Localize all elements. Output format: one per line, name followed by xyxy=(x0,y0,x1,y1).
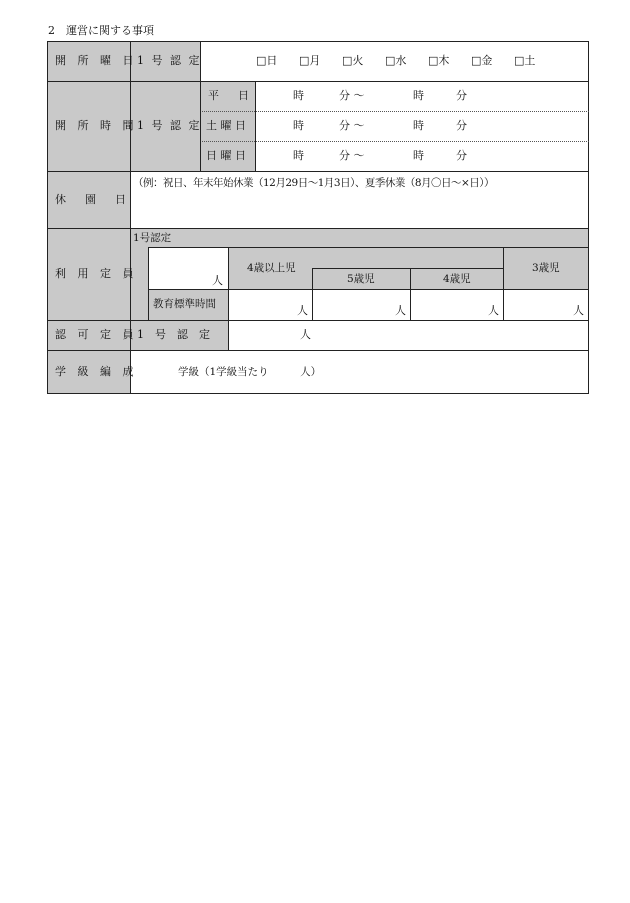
hline-cap-2 xyxy=(312,268,504,269)
capacity-age4-unit: 人 xyxy=(488,304,499,317)
hours-row-sunday-m1: 分 〜 xyxy=(339,149,365,162)
hours-row-weekday-m1: 分 〜 xyxy=(339,89,365,102)
vline-sub xyxy=(255,81,256,171)
section-title: 2 運営に関する事項 xyxy=(48,24,154,37)
day-checkbox-sat[interactable]: □土 xyxy=(514,54,536,67)
hline-hours-2 xyxy=(200,141,589,142)
vline-cap-c xyxy=(410,268,411,320)
hours-row-sunday-h2: 時 xyxy=(413,149,424,162)
holidays-label: 休 園 日 xyxy=(55,193,130,206)
vline-cap-d xyxy=(503,247,504,320)
capacity-age3-header: 3歳児 xyxy=(532,262,560,274)
approved-unit: 人 xyxy=(300,328,311,341)
hours-row-saturday-m1: 分 〜 xyxy=(339,119,365,132)
capacity-total-unit: 人 xyxy=(212,274,223,287)
hline-hours-1 xyxy=(200,111,589,112)
vline-cap-b xyxy=(312,268,313,320)
hours-row-weekday-h2: 時 xyxy=(413,89,424,102)
capacity-edu-total-unit: 人 xyxy=(297,304,308,317)
hline-4 xyxy=(47,320,589,321)
hours-row-saturday-h2: 時 xyxy=(413,119,424,132)
hours-row-weekday-h1: 時 xyxy=(293,89,304,102)
capacity-age5-header: 5歳児 xyxy=(347,273,375,285)
hours-row-weekday-m2: 分 xyxy=(456,89,467,102)
hours-row-saturday-label: 土 曜 日 xyxy=(206,119,246,132)
capacity-cert-label: 1号認定 xyxy=(133,232,172,244)
capacity-age5-unit: 人 xyxy=(395,304,406,317)
hline-2 xyxy=(47,171,589,172)
capacity-age4-header: 4歳児 xyxy=(443,273,471,285)
capacity-label: 利 用 定 員 xyxy=(55,267,138,280)
day-checkbox-tue[interactable]: □火 xyxy=(342,54,364,67)
vline-cap-strip xyxy=(148,247,149,320)
hours-row-sunday-m2: 分 xyxy=(456,149,467,162)
hline-cap-1 xyxy=(148,247,589,248)
hline-5 xyxy=(47,350,589,351)
open-days-cert: 1 号 認 定 xyxy=(137,54,202,67)
day-checkbox-sun[interactable]: □日 xyxy=(256,54,278,67)
open-days-label: 開 所 曜 日 xyxy=(55,54,138,67)
hours-row-sunday-label: 日 曜 日 xyxy=(206,149,246,162)
hours-row-saturday-m2: 分 xyxy=(456,119,467,132)
approved-label: 認 可 定 員 xyxy=(55,328,138,341)
hline-3 xyxy=(47,228,589,229)
hline-1 xyxy=(47,81,589,82)
capacity-age3-unit: 人 xyxy=(573,304,584,317)
approved-cert: 1 号 認 定 xyxy=(137,328,210,341)
classes-text[interactable]: 学級（1学級当たり 人） xyxy=(178,366,322,378)
holidays-example[interactable]: （例：祝日、年末年始休業（12月29日〜1月3日）、夏季休業（8月〇日〜×日）） xyxy=(133,177,495,189)
hours-row-weekday-label: 平 日 xyxy=(208,89,253,102)
day-checkbox-thu[interactable]: □木 xyxy=(428,54,450,67)
hours-row-saturday-h1: 時 xyxy=(293,119,304,132)
hline-cap-3 xyxy=(148,289,589,290)
classes-label: 学 級 編 成 xyxy=(55,365,138,378)
day-checkbox-wed[interactable]: □水 xyxy=(385,54,407,67)
vline-cap-a xyxy=(228,247,229,350)
capacity-age4plus-header: 4歳以上児 xyxy=(247,262,296,274)
open-hours-cert: 1 号 認 定 xyxy=(137,119,202,132)
day-checkbox-fri[interactable]: □金 xyxy=(471,54,493,67)
capacity-edu-hours-label: 教育標準時間 xyxy=(153,298,216,310)
open-hours-label: 開 所 時 間 xyxy=(55,119,138,132)
hours-row-sunday-h1: 時 xyxy=(293,149,304,162)
day-checkbox-mon[interactable]: □月 xyxy=(299,54,321,67)
